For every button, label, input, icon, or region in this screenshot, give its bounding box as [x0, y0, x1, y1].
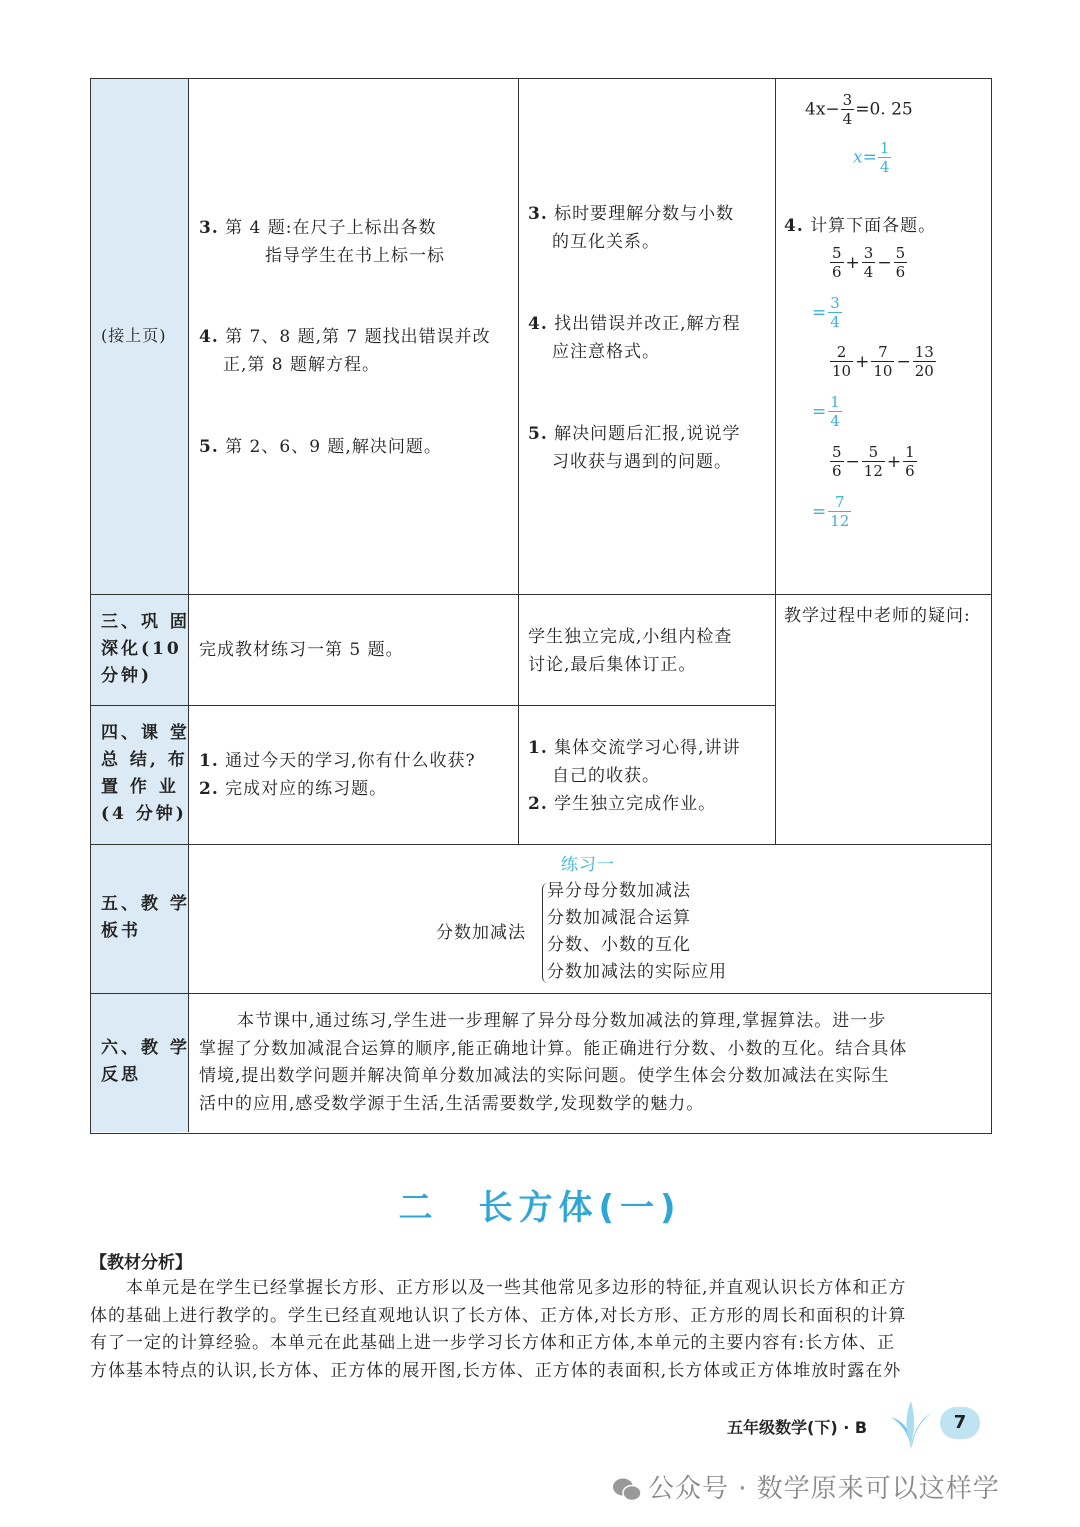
label-column	[91, 79, 189, 1132]
item-number: 4.	[528, 314, 548, 334]
row3-col3: 1. 集体交流学习心得,讲讲 自己的收获。 2. 学生独立完成作业。	[528, 738, 741, 814]
item-number: 5.	[528, 424, 548, 444]
col3-item3	[528, 200, 734, 256]
analysis-heading: 【教材分析】	[90, 1253, 192, 1273]
item-number: 4.	[199, 327, 219, 347]
calc-result: = $\frac{3}{4}$	[812, 294, 840, 331]
calc-expression: $\frac{2}{10}$ + $\frac{7}{10}$ − $\frac{13}{20}$	[832, 343, 934, 380]
equation-right: =0. 25	[855, 99, 913, 120]
calc-expression: $\frac{5}{6}$ + $\frac{3}{4}$ − $\frac{5}{6}$	[832, 244, 906, 281]
lesson-table	[90, 78, 992, 1134]
item-text: 解决问题后汇报,说说学	[554, 424, 741, 444]
col3-item5	[528, 420, 741, 476]
board-main: 分数加减法	[436, 923, 526, 943]
divider	[518, 79, 519, 844]
equation-answer	[853, 139, 892, 176]
row4-label: 五、教 学 板书	[101, 894, 190, 941]
row3-col2: 1. 通过今天的学习,你有什么收获? 2. 完成对应的练习题。	[199, 751, 476, 799]
divider	[91, 993, 991, 994]
row2-col2: 完成教材练习一第 5 题。	[199, 640, 404, 660]
divider	[775, 79, 776, 844]
divider	[91, 705, 775, 706]
row2-label: 三、巩 固 深化(10 分钟)	[101, 612, 190, 686]
item-text: 第 4 题:在尺子上标出各数	[225, 218, 437, 238]
fraction: $\frac{3}{4}$	[842, 91, 853, 128]
item-number: 5.	[199, 437, 219, 457]
row1-label: (接上页)	[101, 326, 167, 345]
board-items: 异分母分数加减法 分数加减混合运算 分数、小数的互化 分数加减法的实际应用	[547, 881, 727, 982]
page-number: 7	[940, 1407, 980, 1439]
item-text: 找出错误并改正,解方程	[554, 314, 741, 334]
row5-label: 六、教 学 反思	[101, 1038, 190, 1085]
row2-col4: 教学过程中老师的疑问:	[784, 606, 971, 626]
answer-x: x=	[853, 147, 877, 168]
calc-expression: $\frac{5}{6}$ − $\frac{5}{12}$ + $\frac{1}{6}$	[832, 443, 915, 480]
calc-result: = $\frac{1}{4}$	[812, 393, 840, 430]
item-text: 计算下面各题。	[810, 216, 937, 236]
item-number: 3.	[528, 204, 548, 224]
item-text: 标时要理解分数与小数	[554, 204, 735, 224]
item-number: 3.	[199, 218, 219, 238]
col2-item4	[199, 323, 491, 379]
item-number: 4.	[784, 216, 804, 236]
reflection-text: 本节课中,通过练习,学生进一步理解了异分母分数加减法的算理,掌握算法。进一步 掌握了分数加减混合运算的顺序,能正确地计算。能正确进行分数、小数的互化。结合具体 情境,提出数学问题并解决简单分数加减法的实际问题。使学生体会分数加减法在实际生 活中的应用,感受数学源于生活,生活需要数学,发现数学的魅力。	[199, 1011, 908, 1114]
leaf-logo-icon	[885, 1395, 937, 1453]
divider	[91, 844, 991, 845]
watermark	[612, 1468, 1000, 1505]
watermark-text: 公众号 · 数学原来可以这样学	[648, 1474, 1000, 1504]
item-text: 正,第 8 题解方程。	[223, 355, 381, 375]
item-text: 指导学生在书上标一标	[265, 246, 445, 266]
board-title: 练习一	[561, 855, 615, 875]
chapter-title: 二 长方体(一)	[398, 1188, 682, 1228]
col4-task	[784, 212, 936, 240]
col2-item5	[199, 433, 442, 461]
equation	[805, 91, 913, 128]
item-text: 应注意格式。	[552, 342, 660, 362]
footer-book-title: 五年级数学(下) · B	[727, 1418, 868, 1437]
row2-col3: 学生独立完成,小组内检查 讨论,最后集体订正。	[528, 627, 733, 675]
analysis-text: 本单元是在学生已经掌握长方形、正方形以及一些其他常见多边形的特征,并直观认识长方体和正方 体的基础上进行教学的。学生已经直观地认识了长方体、正方体,对长方形、正方形的周长和面积的计算 有了一定的计算经验。本单元在此基础上进一步学习长方体和正方体,本单元的主要内容有:长方体、正 方体基本特点的认识,长方体、正方体的展开图,长方体、正方体的表面积,长方体或正方体堆放时露在外	[90, 1278, 907, 1381]
fraction: $\frac{1}{4}$	[879, 139, 890, 176]
col2-item3	[199, 214, 445, 270]
item-text: 第 2、6、9 题,解决问题。	[225, 437, 442, 457]
row3-label: 四、课 堂 总 结, 布 置 作 业 (4 分钟)	[101, 723, 190, 824]
equation-left: 4x−	[805, 99, 840, 120]
divider	[91, 594, 991, 595]
item-text: 习收获与遇到的问题。	[552, 452, 732, 472]
calc-result: = $\frac{7}{12}$	[812, 493, 850, 530]
wechat-icon	[612, 1477, 642, 1503]
item-text: 的互化关系。	[552, 232, 660, 252]
col3-item4	[528, 310, 741, 366]
item-text: 第 7、8 题,第 7 题找出错误并改	[225, 327, 491, 347]
